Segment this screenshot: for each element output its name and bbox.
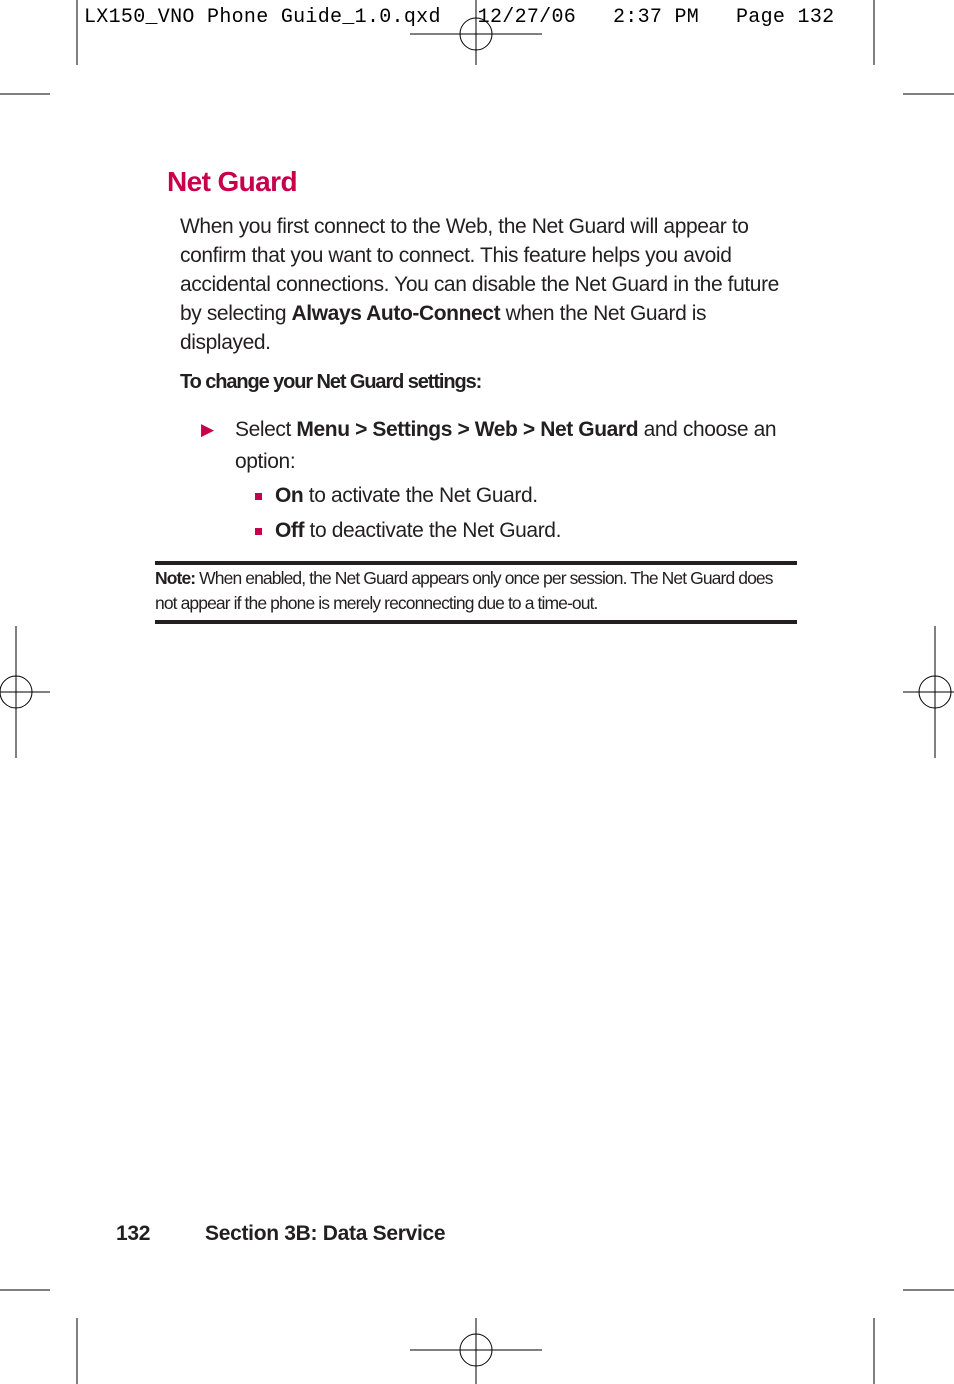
option-term: On <box>275 484 304 507</box>
intro-bold-term: Always Auto-Connect <box>291 302 501 325</box>
intro-paragraph <box>180 212 800 357</box>
option-text: to deactivate the Net Guard. <box>304 519 562 542</box>
print-slug: LX150_VNO Phone Guide_1.0.qxd 12/27/06 2:37 PM Page 132 <box>84 6 835 29</box>
note-box <box>155 566 797 616</box>
bullet-square-icon <box>255 528 262 535</box>
note-bottom-rule <box>155 620 797 624</box>
step-prefix: Select <box>235 418 297 441</box>
registration-target-right <box>903 626 954 758</box>
option-text: to activate the Net Guard. <box>303 484 538 507</box>
option-term: Off <box>275 519 305 542</box>
registration-target-top <box>410 0 542 65</box>
section-heading: Net Guard <box>167 166 297 197</box>
intro-text-after: when the Net Guard is displayed. <box>180 302 707 354</box>
option-item-off <box>275 519 561 543</box>
option-item-on <box>275 484 538 508</box>
page-number: 132 <box>116 1222 151 1245</box>
note-text: When enabled, the Net Guard appears only once per session. The Net Guard does not appear if the phone is merely reconnecting due to a time-out. <box>155 568 773 613</box>
intro-text-before: When you first connect to the Web, the Net Guard will appear to confirm that you want to connect. This feature helps you avoid accidental connections. You can disable the Net Guard in the future by selecting <box>180 215 779 325</box>
step-arrow-icon: ▶ <box>201 420 215 439</box>
registration-target-left <box>0 626 50 758</box>
section-title: Section 3B: Data Service <box>205 1222 446 1245</box>
bullet-square-icon <box>255 493 262 500</box>
note-top-rule <box>155 561 797 565</box>
registration-target-bottom <box>410 1318 542 1384</box>
instructions-subheading: To change your Net Guard settings: <box>180 371 482 393</box>
step-menu-path: Menu > Settings > Web > Net Guard <box>296 418 639 441</box>
note-label: Note: <box>155 568 196 588</box>
step-instruction <box>235 414 805 478</box>
step-suffix: and choose an option: <box>235 418 777 473</box>
